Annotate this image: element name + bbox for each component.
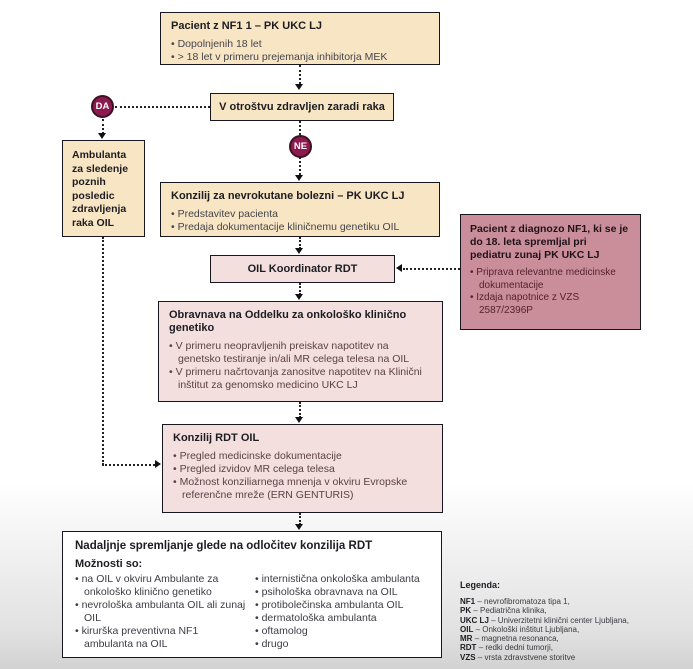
box-title: Konzilij RDT OIL	[173, 432, 260, 444]
da-badge: DA	[91, 95, 114, 118]
legend-entry	[460, 634, 675, 643]
bullet-item: • Predstavitev pacienta	[171, 208, 429, 221]
bullet-item: • Možnost konziliarnega mnenja v okviru Evropske referenčne mreže (ERN GENTURIS)	[173, 476, 432, 502]
legend-entry	[460, 616, 675, 625]
arrow-down-icon	[295, 294, 303, 300]
box-nadaljnje-spremljanje	[62, 531, 442, 658]
bullet-item: • oftamolog	[255, 625, 429, 638]
bullet-item: • Dopolnjenih 18 let	[171, 38, 429, 51]
box-otrostvu-zdravljen	[210, 93, 394, 121]
bullet-item: • nevrološka ambulanta OIL ali zunaj OIL	[75, 599, 249, 625]
legend-abbr: MR	[460, 634, 473, 644]
legend	[460, 580, 675, 662]
box-title: Ambulanta za sledenje poznih posledic zdravljenja raka OIL	[72, 149, 129, 229]
bullet-item: • na OIL v okviru Ambulante za onkološko klinično genetiko	[75, 573, 249, 599]
arrow-down-icon	[295, 175, 303, 181]
box-konzilij-nevrokutane	[160, 182, 440, 237]
connector-line	[115, 106, 210, 108]
legend-entry	[460, 597, 675, 606]
connector-line	[299, 402, 301, 418]
bullet-item: • Predaja dokumentacije kliničnemu genetiku OIL	[171, 221, 429, 234]
bullet-item: • kirurška preventivna NF1 ambulanta na OIL	[75, 625, 249, 651]
connector-line	[102, 464, 155, 466]
box-subtitle: Možnosti so:	[75, 558, 143, 570]
box-konzilij-rdt-oil	[162, 424, 443, 513]
bullet-item: • Pregled izvidov MR celega telesa	[173, 463, 432, 476]
box-obravnava-genetika	[158, 301, 443, 402]
connector-line	[102, 237, 104, 465]
arrow-down-icon	[295, 248, 303, 254]
legend-title: Legenda:	[460, 580, 501, 590]
legend-desc: – Univerzitetni klinični center Ljubljana,	[491, 615, 629, 625]
legend-desc: – redki dedni tumorji,	[478, 643, 553, 653]
box-title: OIL Koordinator RDT	[247, 262, 358, 275]
bullet-item: • protibolečinska ambulanta OIL	[255, 599, 429, 612]
box-ambulanta-sledenje	[62, 140, 145, 237]
legend-abbr: PK	[460, 606, 472, 616]
connector-line	[102, 119, 104, 134]
bullet-item: • V primeru načrtovanja zanositve napotitev na Klinični inštitut za genomsko medicino UKC LJ	[169, 366, 432, 392]
arrow-down-icon	[295, 524, 303, 530]
box-title: Pacient z NF1 1 – PK UKC LJ	[171, 20, 322, 32]
legend-desc: – magnetna resonanca,	[474, 634, 559, 644]
arrow-down-icon	[295, 417, 303, 423]
box-oil-koordinator-rdt	[210, 255, 395, 283]
legend-entry	[460, 606, 675, 615]
arrow-right-icon	[155, 460, 161, 468]
connector-line	[299, 65, 301, 84]
legend-entry	[460, 625, 675, 634]
legend-desc: – vrsta zdravstvene storitve	[477, 652, 576, 662]
bullet-item: • Izdaja napotnice z VZS 2587/2396P	[470, 292, 631, 317]
bullet-item: • Priprava relevantne medicinske dokumentacije	[470, 267, 631, 292]
legend-desc: – Onkološki inštitut Ljubljana,	[475, 624, 580, 634]
legend-abbr: UKC LJ	[460, 615, 489, 625]
bullet-item: • internistična onkološka ambulanta	[255, 573, 429, 586]
arrow-down-icon	[295, 84, 303, 90]
legend-abbr: RDT	[460, 643, 477, 653]
legend-entry	[460, 643, 675, 652]
box-title: Nadaljnje spremljanje glede na odločitev konzilija RDT	[75, 540, 373, 552]
box-title: Obravnava na Oddelku za onkološko klinično genetiko	[169, 309, 407, 334]
legend-abbr: NF1	[460, 597, 476, 606]
legend-abbr: VZS	[460, 652, 476, 662]
bullet-item: • drugo	[255, 638, 429, 651]
bullet-item: • dermatološka ambulanta	[255, 612, 429, 625]
box-title: V otroštvu zdravljen zaradi raka	[219, 100, 385, 113]
bullet-item: • V primeru neopravljenih preiskav napotitev na genetsko testiranje in/ali MR celega telesa na OIL	[169, 340, 432, 366]
legend-abbr: OIL	[460, 624, 474, 634]
box-pacient-nf1	[160, 12, 440, 65]
box-title: Konzilij za nevrokutane bolezni – PK UKC LJ	[171, 190, 405, 202]
arrow-left-icon	[396, 264, 402, 272]
bullet-item: • psihološka obravnava na OIL	[255, 586, 429, 599]
legend-desc: – Pediatrična klinika,	[473, 606, 547, 616]
arrow-down-icon	[98, 133, 106, 139]
legend-entry	[460, 653, 675, 662]
connector-line	[403, 268, 460, 270]
bullet-item: • > 18 let v primeru prejemanja inhibitorja MEK	[171, 51, 429, 64]
box-title: Pacient z diagnozo NF1, ki se je do 18. leta spremljal pri pediatru zunaj PK UKC LJ	[470, 223, 629, 261]
box-pacient-zunaj	[460, 214, 641, 330]
bullet-item: • Pregled medicinske dokumentacije	[173, 450, 432, 463]
legend-desc: – nevrofibromatoza tipa 1,	[477, 597, 570, 606]
ne-badge: NE	[289, 135, 312, 158]
